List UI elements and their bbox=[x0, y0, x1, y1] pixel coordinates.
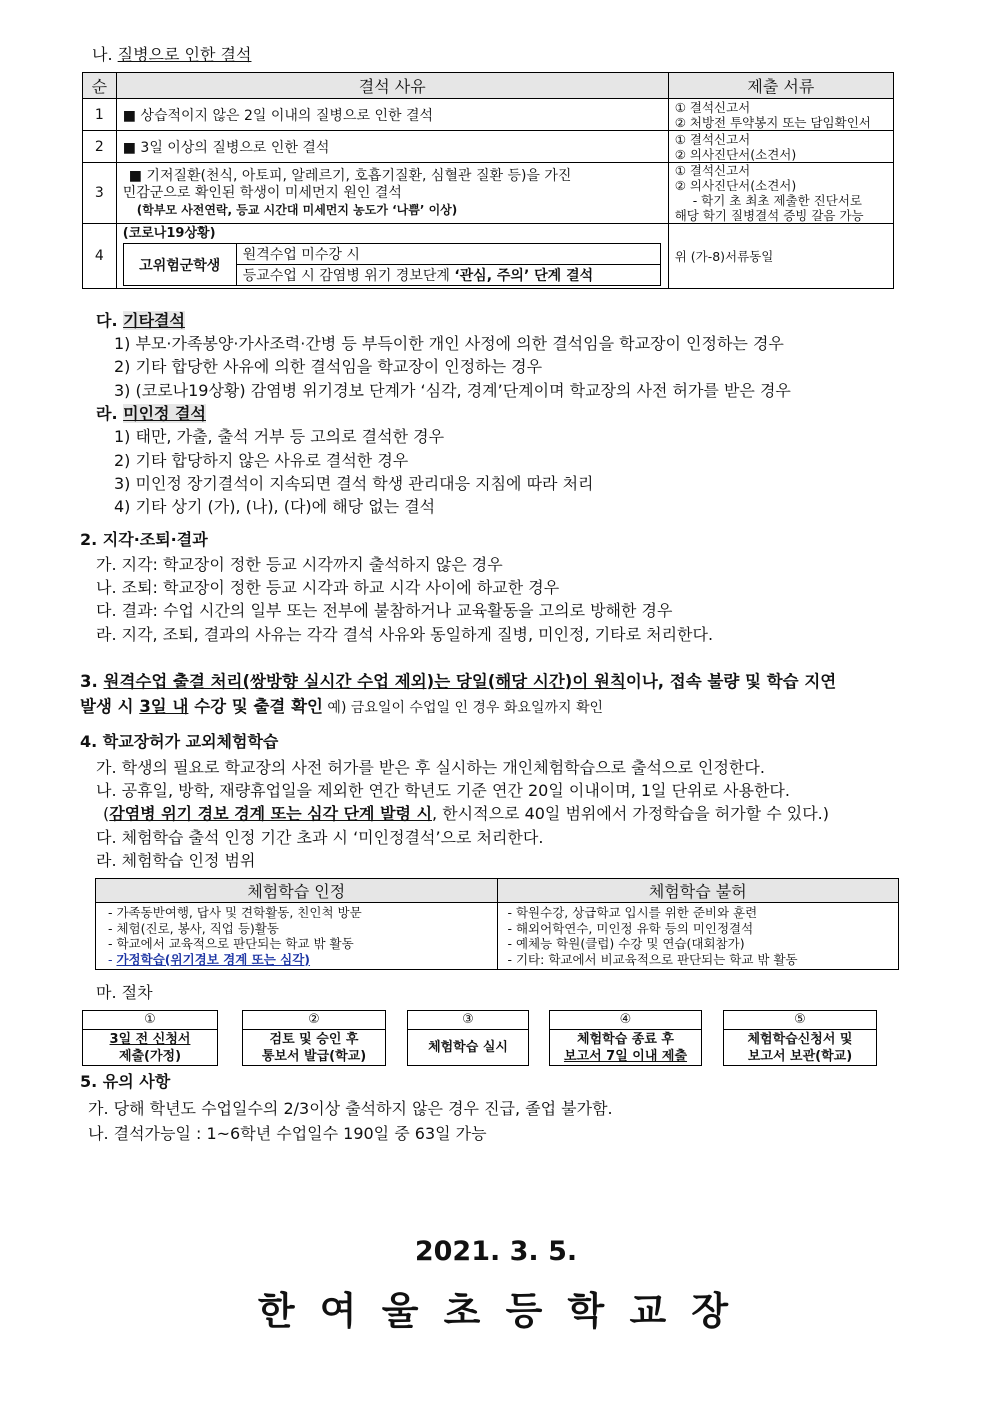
procedure-step-1 bbox=[82, 1010, 218, 1066]
step-line: 검토 및 승인 후 bbox=[269, 1032, 359, 1047]
section-na-heading: 나. 질병으로 인한 결석 bbox=[92, 45, 252, 64]
row-no: 2 bbox=[83, 131, 117, 163]
high-risk-group: 고위험군학생 bbox=[123, 244, 236, 286]
doc-line: 해당 학기 질병결석 증빙 갈음 가능 bbox=[674, 208, 864, 223]
field-trip-scope-table bbox=[95, 878, 899, 970]
list-item: 2) 기타 합당한 사유에 의한 결석임을 학교장이 인정하는 경우 bbox=[114, 357, 543, 376]
section3-line1: 3. 원격수업 출결 처리(쌍방향 실시간 수업 제외)는 당일(해당 시간)이 원칙이나, 접속 불량 및 학습 지연 bbox=[80, 672, 837, 691]
procedure-step-2 bbox=[242, 1010, 386, 1066]
step-line: 통보서 발급(학교) bbox=[261, 1049, 367, 1064]
row-docs bbox=[668, 163, 893, 224]
step-line: 체험학습 종료 후 bbox=[577, 1032, 674, 1047]
table-row bbox=[96, 903, 899, 970]
row-reason bbox=[116, 163, 668, 224]
list-item: 라. 지각, 조퇴, 결과의 사유는 각각 결석 사유와 동일하게 질병, 미인정, 기타로 처리한다. bbox=[96, 625, 714, 644]
sub-condition: 원격수업 미수강 시 bbox=[236, 244, 660, 265]
step-number: ② bbox=[243, 1011, 385, 1030]
list-item: 나. 결석가능일 : 1~6학년 수업일수 190일 중 63일 가능 bbox=[88, 1124, 487, 1143]
list-item: 3) 미인정 장기결석이 지속되면 결석 학생 관리대응 지침에 따라 처리 bbox=[114, 474, 594, 493]
list-item: 2) 기타 합당하지 않은 사유로 결석한 경우 bbox=[114, 451, 409, 470]
reason-line: ■ 기저질환(천식, 아토피, 알레르기, 호흡기질환, 심혈관 질환 등)을 가진 bbox=[128, 167, 572, 184]
row-docs bbox=[668, 131, 893, 163]
reason-note: (학부모 사전연락, 등교 시간대 미세먼지 농도가 ‘나쁨’ 이상) bbox=[136, 202, 458, 217]
step-number: ③ bbox=[408, 1011, 528, 1030]
table-row bbox=[83, 131, 894, 163]
section3-line2: 발생 시 3일 내 수강 및 출결 확인 예) 금요일이 수업일 인 경우 화요일까지 확인 bbox=[80, 697, 604, 716]
header-docs: 제출 서류 bbox=[668, 73, 893, 99]
allowed-list bbox=[96, 903, 498, 970]
doc-line: ① 결석신고서 bbox=[674, 131, 751, 147]
list-item: 1) 부모·가족봉양·가사조력·간병 등 부득이한 개인 사정에 의한 결석임을 학교장이 인정하는 경우 bbox=[114, 334, 784, 353]
list-item: 가. 당해 학년도 수업일수의 2/3이상 출석하지 않은 경우 진급, 졸업 불가함. bbox=[88, 1099, 613, 1118]
document-date: 2021. 3. 5. bbox=[414, 1236, 578, 1267]
step-line: 보고서 7일 이내 제출 bbox=[563, 1049, 688, 1064]
doc-line: ② 의사진단서(소견서) bbox=[674, 178, 797, 193]
table-header-row bbox=[83, 73, 894, 99]
list-item: - 해외어학연수, 미인정 유학 등의 미인정결석 bbox=[507, 920, 754, 936]
list-item: - 예체능 학원(클럽) 수강 및 연습(대회참가) bbox=[507, 936, 745, 951]
row-reason: ■ 상습적이지 않은 2일 이내의 질병으로 인한 결석 bbox=[116, 99, 668, 131]
covid-note: (감염병 위기 경보 경계 또는 심각 단계 발령 시, 한시적으로 40일 범위에서 가정학습을 허가할 수 있다.) bbox=[103, 804, 829, 823]
list-item: - 체험(진로, 봉사, 직업 등)활동 bbox=[108, 920, 279, 936]
header-no: 순 bbox=[83, 73, 117, 99]
procedure-step-4 bbox=[549, 1010, 702, 1066]
table-row bbox=[83, 224, 894, 289]
sub-condition: 등교수업 시 감염병 위기 경보단계 ‘관심, 주의’ 단계 결석 bbox=[236, 265, 660, 286]
step-line: 3일 전 신청서 bbox=[109, 1032, 191, 1047]
section-ra-heading: 라. 미인정 결석 bbox=[96, 404, 206, 423]
header-denied: 체험학습 불허 bbox=[497, 879, 899, 903]
step-number: ① bbox=[83, 1011, 217, 1030]
list-item: 나. 공휴일, 방학, 재량휴업일을 제외한 연간 학년도 기준 연간 20일 이내이며, 1일 단위로 사용한다. bbox=[96, 781, 790, 800]
corona-label: (코로나19상황) bbox=[122, 226, 216, 241]
list-item: - 가족동반여행, 답사 및 견학활동, 친인척 방문 bbox=[108, 905, 362, 920]
list-item: 3) (코로나19상황) 감염병 위기경보 단계가 ‘심각, 경계’단계이며 학교장의 사전 허가를 받은 경우 bbox=[114, 381, 791, 400]
step-line: 체험학습신청서 및 bbox=[747, 1032, 853, 1047]
header-reason: 결석 사유 bbox=[116, 73, 668, 99]
step-line: 보고서 보관(학교) bbox=[747, 1049, 853, 1064]
list-item: 라. 체험학습 인정 범위 bbox=[96, 851, 256, 870]
high-risk-subtable bbox=[123, 243, 661, 286]
procedure-step-3 bbox=[407, 1010, 529, 1066]
list-item: 다. 체험학습 출석 인정 기간 초과 시 ‘미인정결석’으로 처리한다. bbox=[96, 828, 544, 847]
row-no: 4 bbox=[83, 224, 117, 289]
row-reason bbox=[116, 224, 668, 289]
reason-line: 민감군으로 확인된 학생이 미세먼지 원인 결석 bbox=[122, 184, 402, 201]
row-docs: 위 (가-8)서류동일 bbox=[668, 224, 893, 289]
section4-heading: 4. 학교장허가 교외체험학습 bbox=[80, 732, 279, 751]
section2-heading: 2. 지각·조퇴·결과 bbox=[80, 530, 208, 549]
section5-heading: 5. 유의 사항 bbox=[80, 1072, 171, 1091]
step-number: ⑤ bbox=[724, 1011, 876, 1030]
step-number: ④ bbox=[550, 1011, 701, 1030]
table-row bbox=[83, 99, 894, 131]
doc-line: ② 의사진단서(소견서) bbox=[674, 146, 797, 162]
doc-line: ② 처방전 투약봉지 또는 담임확인서 bbox=[674, 114, 871, 130]
doc-line: ① 결석신고서 bbox=[674, 163, 751, 178]
table-header-row bbox=[96, 879, 899, 903]
step-text bbox=[724, 1030, 876, 1065]
signer-title: 한 여 울 초 등 학 교 장 bbox=[257, 1289, 735, 1333]
header-allowed: 체험학습 인정 bbox=[96, 879, 498, 903]
list-item: - 기타: 학교에서 비교육적으로 판단되는 학교 밖 활동 bbox=[507, 951, 798, 967]
table-row bbox=[83, 163, 894, 224]
list-item: - 가정학습(위기경보 경계 또는 심각) bbox=[108, 951, 311, 967]
denied-list bbox=[497, 903, 899, 970]
list-item: 나. 조퇴: 학교장이 정한 등교 시각과 하교 시각 사이에 하교한 경우 bbox=[96, 578, 560, 597]
procedure-step-5 bbox=[723, 1010, 877, 1066]
step-line: 체험학습 실시 bbox=[428, 1040, 508, 1055]
row-no: 3 bbox=[83, 163, 117, 224]
step-text bbox=[83, 1030, 217, 1065]
doc-line: ① 결석신고서 bbox=[674, 99, 751, 115]
list-item: - 학교에서 교육적으로 판단되는 학교 밖 활동 bbox=[108, 936, 354, 951]
step-line: 제출(가정) bbox=[118, 1049, 182, 1064]
row-docs bbox=[668, 99, 893, 131]
step-text bbox=[243, 1030, 385, 1065]
section4-ma: 마. 절차 bbox=[96, 983, 153, 1002]
list-item: - 학원수강, 상급학교 입시를 위한 준비와 훈련 bbox=[507, 905, 758, 920]
section-da-heading: 다. 기타결석 bbox=[96, 311, 185, 330]
list-item: 가. 학생의 필요로 학교장의 사전 허가를 받은 후 실시하는 개인체험학습으로 출석으로 인정한다. bbox=[96, 758, 765, 777]
illness-absence-table bbox=[82, 72, 894, 289]
list-item: 다. 결과: 수업 시간의 일부 또는 전부에 불참하거나 교육활동을 고의로 방해한 경우 bbox=[96, 601, 673, 620]
list-item: 1) 태만, 가출, 출석 거부 등 고의로 결석한 경우 bbox=[114, 427, 445, 446]
list-item: 가. 지각: 학교장이 정한 등교 시각까지 출석하지 않은 경우 bbox=[96, 555, 503, 574]
list-item: 4) 기타 상기 (가), (나), (다)에 해당 없는 결석 bbox=[114, 497, 436, 516]
row-reason: ■ 3일 이상의 질병으로 인한 결석 bbox=[116, 131, 668, 163]
doc-line: - 학기 초 최초 제출한 진단서로 bbox=[692, 193, 862, 208]
step-text bbox=[550, 1030, 701, 1065]
row-no: 1 bbox=[83, 99, 117, 131]
